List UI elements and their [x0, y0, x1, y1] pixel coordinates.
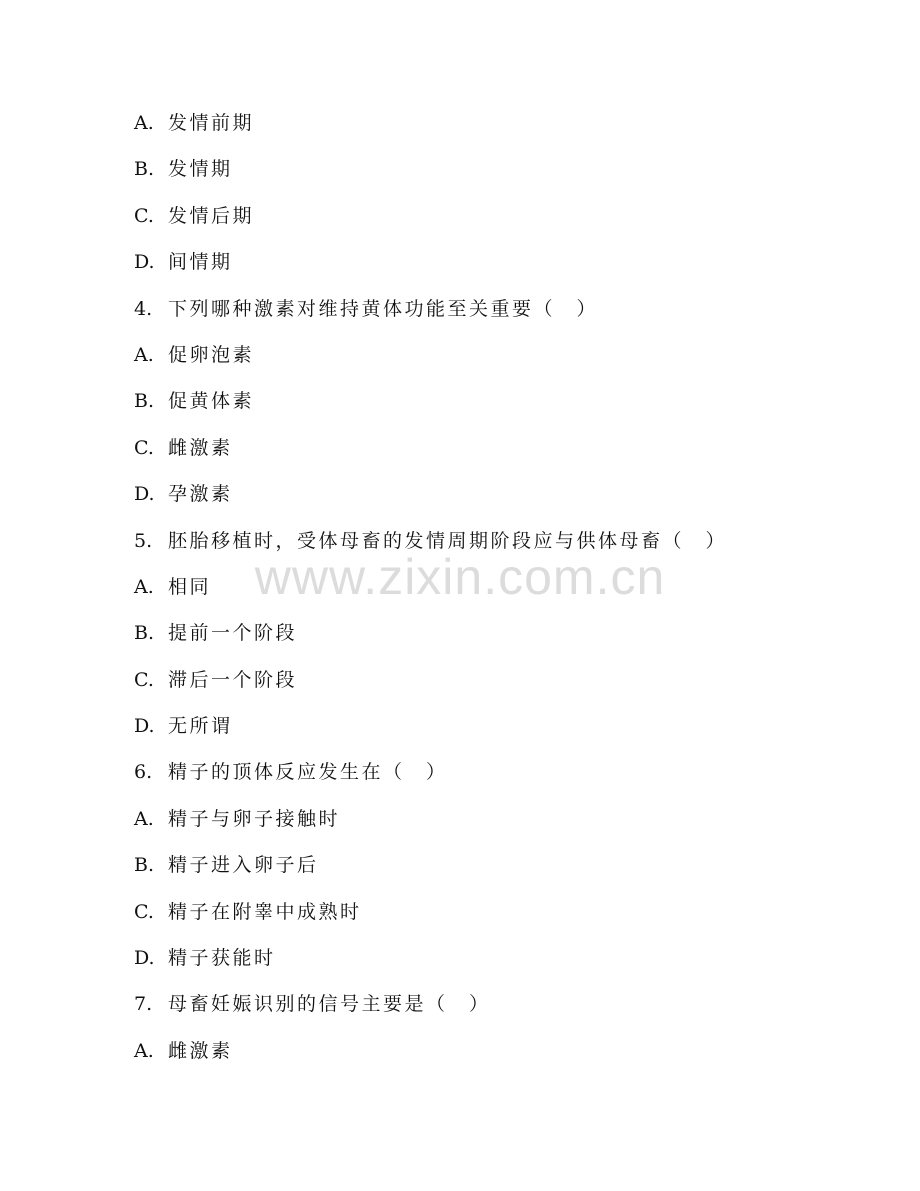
option-line: [134, 154, 854, 200]
question-line: [134, 294, 854, 340]
option-line: [134, 897, 854, 943]
option-label: D.: [134, 715, 155, 738]
option-line: [134, 479, 854, 525]
option-label: D.: [134, 251, 155, 274]
option-line: [134, 850, 854, 896]
option-text: 雌激素: [168, 436, 233, 459]
option-text: 孕激素: [168, 483, 233, 506]
option-text: 间情期: [168, 251, 233, 274]
question-line: [134, 526, 854, 572]
option-line: [134, 665, 854, 711]
question-list: [134, 108, 854, 1082]
question-number: 5.: [134, 529, 153, 552]
option-label: A.: [134, 1039, 154, 1062]
question-number: 4.: [134, 297, 153, 320]
option-line: [134, 618, 854, 664]
option-text: 雌激素: [168, 1039, 233, 1062]
option-label: B.: [134, 854, 155, 877]
option-text: 滞后一个阶段: [168, 668, 298, 691]
option-line: [134, 386, 854, 432]
option-text: 促卵泡素: [168, 343, 255, 366]
option-text: 相同: [168, 575, 212, 598]
question-line: [134, 757, 854, 803]
question-number: 7.: [134, 993, 153, 1016]
option-text: 发情期: [168, 158, 233, 181]
question-text: 母畜妊娠识别的信号主要是（ ）: [168, 993, 491, 1016]
option-text: 发情后期: [168, 204, 255, 227]
option-line: [134, 711, 854, 757]
option-line: [134, 201, 854, 247]
option-label: C.: [134, 436, 154, 459]
option-label: D.: [134, 483, 155, 506]
option-line: [134, 572, 854, 618]
option-label: D.: [134, 947, 155, 970]
option-text: 发情前期: [168, 112, 255, 134]
option-line: [134, 1036, 854, 1082]
option-label: A.: [134, 112, 154, 134]
option-label: C.: [134, 668, 154, 691]
option-text: 无所谓: [168, 715, 233, 738]
option-label: B.: [134, 158, 155, 181]
option-label: B.: [134, 622, 155, 645]
option-text: 精子获能时: [168, 947, 276, 970]
question-line: [134, 989, 854, 1035]
option-line: [134, 943, 854, 989]
question-number: 6.: [134, 761, 153, 784]
option-label: B.: [134, 390, 155, 413]
option-line: [134, 433, 854, 479]
option-line: [134, 804, 854, 850]
option-text: 精子与卵子接触时: [168, 807, 341, 830]
option-label: C.: [134, 204, 154, 227]
option-label: A.: [134, 575, 154, 598]
question-text: 精子的顶体反应发生在（ ）: [168, 761, 448, 784]
option-line: [134, 340, 854, 386]
option-text: 精子在附睾中成熟时: [168, 900, 362, 923]
question-text: 胚胎移植时，受体母畜的发情周期阶段应与供体母畜（ ）: [168, 529, 728, 552]
option-label: A.: [134, 343, 154, 366]
option-line: [134, 247, 854, 293]
option-text: 促黄体素: [168, 390, 255, 413]
option-text: 精子进入卵子后: [168, 854, 319, 877]
watermark: www.zixin.com.cn: [254, 549, 666, 605]
option-label: C.: [134, 900, 154, 923]
question-text: 下列哪种激素对维持黄体功能至关重要（ ）: [168, 297, 599, 320]
option-line: [134, 108, 854, 154]
option-text: 提前一个阶段: [168, 622, 298, 645]
option-label: A.: [134, 807, 154, 830]
